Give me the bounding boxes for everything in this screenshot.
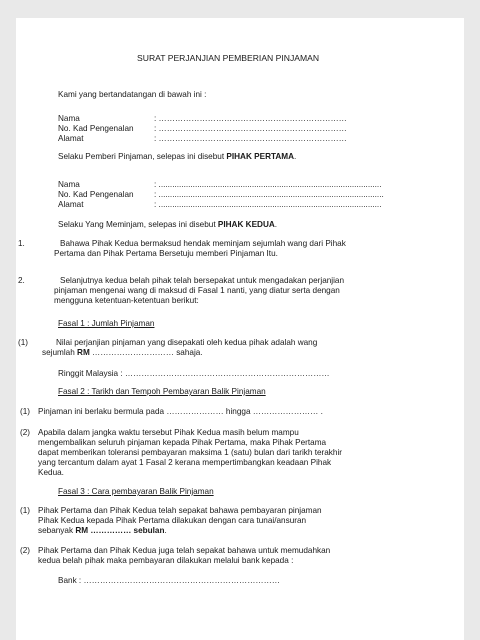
party1-nama-label: Nama: [58, 114, 80, 123]
fasal1-ringgit-field: Ringgit Malaysia : …………………………………………………………………: [58, 369, 330, 378]
fasal1-heading: Fasal 1 : Jumlah Pinjaman: [58, 319, 155, 328]
party1-nama-field: : ……………………………………………………………: [154, 114, 347, 123]
fasal2-item2-line: mengembalikan seluruh pinjaman kepada Pihak Pertama, maka Pihak Pertama: [38, 438, 327, 447]
party2-nama-label: Nama: [58, 180, 80, 189]
fasal3-item1-number: (1): [20, 506, 31, 515]
fasal2-item2-line: yang tercantum dalam ayat 1 Fasal 2 kerana mempertimbangkan keadaan Pihak: [38, 458, 332, 467]
party2-ic-field: : ...................................................................................................: [154, 190, 384, 199]
fasal3-bank-field: Bank : ………………………………………………………………: [58, 576, 280, 585]
fasal1-item-line: Nilai perjanjian pinjaman yang disepakati oleh kedua pihak adalah wang: [56, 338, 318, 347]
party2-description: Selaku Yang Meminjam, selepas ini disebut PIHAK KEDUA.: [58, 220, 278, 229]
point1-line: Pertama dan Pihak Pertama Bersetuju memberi Pinjaman Itu.: [54, 249, 278, 258]
point2-line: pinjaman mengenai wang di maksud di Fasal 1 nanti, yang diatur serta dengan: [54, 286, 340, 295]
document-page: [16, 18, 464, 640]
fasal3-item1-line: Pihak Pertama dan Pihak Kedua telah sepakat bahawa pembayaran pinjaman: [38, 506, 322, 515]
party1-ic-field: : ……………………………………………………………: [154, 124, 347, 133]
party1-alamat-field: : ……………………………………………………………: [154, 134, 347, 143]
fasal3-heading: Fasal 3 : Cara pembayaran Balik Pinjaman: [58, 487, 214, 496]
fasal1-item-line: sejumlah RM ………………………… sahaja.: [42, 348, 203, 357]
fasal1-item-number: (1): [18, 338, 29, 347]
fasal3-item2-number: (2): [20, 546, 31, 555]
fasal3-item1-line: sebanyak RM …………… sebulan.: [38, 526, 167, 535]
party1-alamat-label: Alamat: [58, 134, 84, 143]
fasal2-item1-text: Pinjaman ini berlaku bermula pada ………………… hingga …………………… .: [38, 407, 323, 416]
point2-line: Selanjutnya kedua belah pihak telah bersepakat untuk mengadakan perjanjian: [60, 276, 345, 285]
point2-number: 2.: [18, 276, 25, 285]
fasal2-item2-line: Kedua.: [38, 468, 64, 477]
fasal2-heading: Fasal 2 : Tarikh dan Tempoh Pembayaran Balik Pinjaman: [58, 387, 266, 396]
party2-nama-field: : ..................................................................................................: [154, 180, 382, 189]
fasal2-item2-number: (2): [20, 428, 31, 437]
party2-alamat-label: Alamat: [58, 200, 84, 209]
fasal2-item2-line: Apabila dalam jangka waktu tersebut Pihak Kedua masih belum mampu: [38, 428, 299, 437]
party1-ic-label: No. Kad Pengenalan: [58, 124, 134, 133]
fasal3-item1-line: Pihak Kedua kepada Pihak Pertama dilakukan dengan cara tunai/ansuran: [38, 516, 307, 525]
point2-line: mengguna ketentuan-ketentuan berikut:: [54, 296, 199, 305]
point1-line: Bahawa Pihak Kedua bermaksud hendak meminjam sejumlah wang dari Pihak: [60, 239, 346, 248]
fasal2-item1-number: (1): [20, 407, 31, 416]
fasal3-item2-line: Pihak Pertama dan Pihak Kedua juga telah sepakat bahawa untuk memudahkan: [38, 546, 331, 555]
party1-description: Selaku Pemberi Pinjaman, selepas ini disebut PIHAK PERTAMA.: [58, 152, 297, 161]
party2-ic-label: No. Kad Pengenalan: [58, 190, 134, 199]
fasal2-item2-line: dapat memberikan toleransi pembayaran maksima 1 (satu) bulan dari tarikh terakhir: [38, 448, 342, 457]
document-title: SURAT PERJANJIAN PEMBERIAN PINJAMAN: [137, 53, 320, 63]
party2-alamat-field: : ..................................................................................................: [154, 200, 382, 209]
point1-number: 1.: [18, 239, 25, 248]
fasal3-item2-line: kedua belah pihak maka pembayaran dilakukan melalui bank kepada :: [38, 556, 294, 565]
intro-text: Kami yang bertandatangan di bawah ini :: [58, 90, 207, 99]
